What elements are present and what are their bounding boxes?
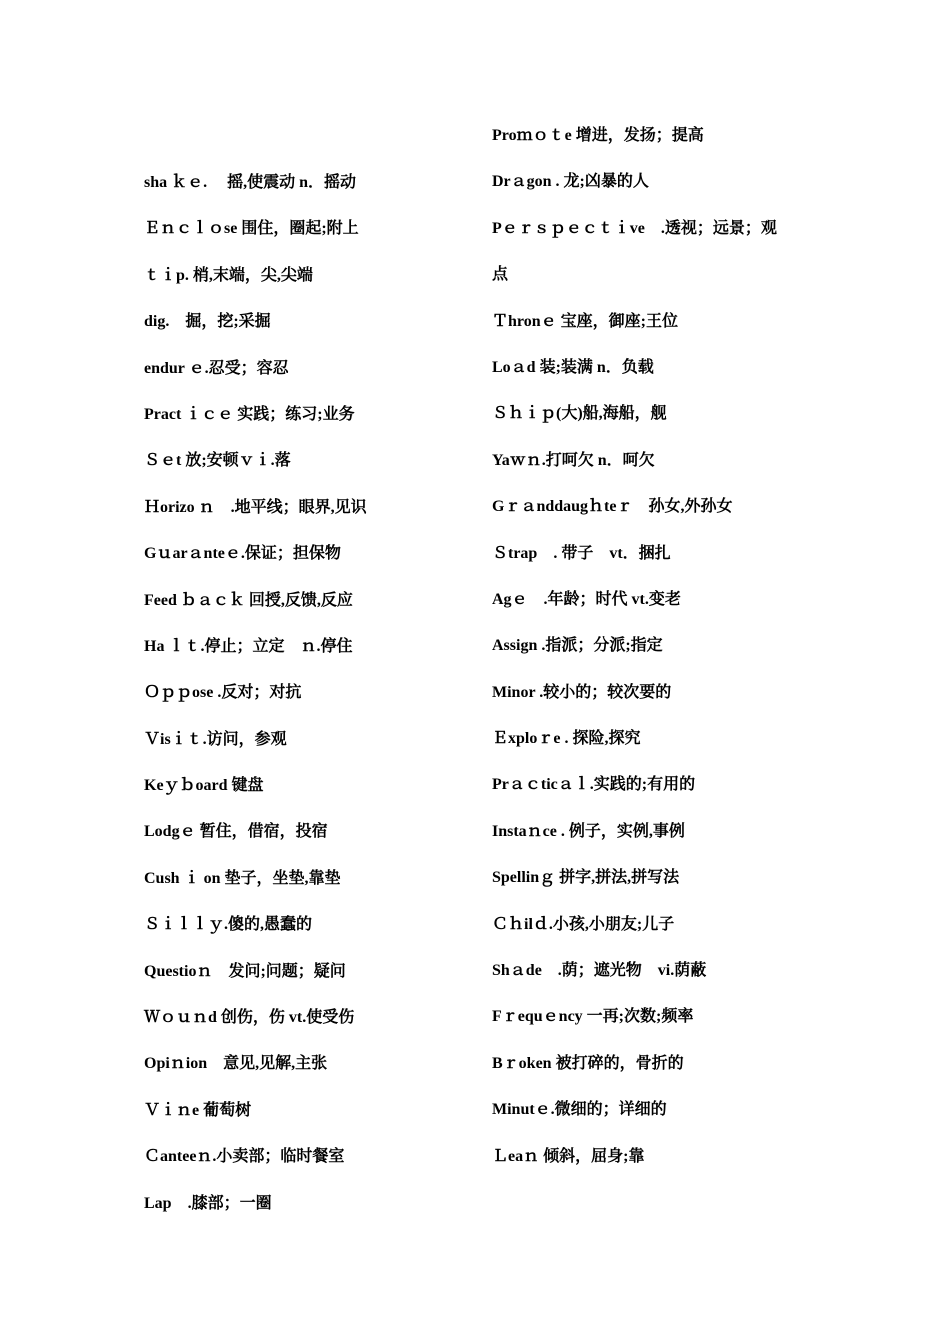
vocab-entry: Lap .膝部；一圈	[144, 1194, 272, 1212]
vocab-entry: Pｅｒｓｐｅｃｔｉve .透视；远景；观	[492, 219, 777, 237]
vocab-entry: Ｖisｉｔ.访问，参观	[144, 730, 287, 748]
vocab-entry: Ｈorizo ｎ .地平线；眼界,见识	[144, 498, 367, 516]
vocab-entry: Ｖｉｎe 葡萄树	[144, 1101, 252, 1119]
vocab-entry: Ha ｌｔ.停止；立定 ｎ.停住	[144, 637, 353, 655]
vocab-entry: Bｒoken 被打碎的，骨折的	[492, 1054, 684, 1072]
vocab-entry: Ｓｈｉｐ(大)船,海船，舰	[492, 405, 667, 423]
vocab-entry: Assign .指派；分派;指定	[492, 637, 663, 655]
vocab-entry: Proｍｏｔe 增进，发扬；提高	[492, 127, 704, 144]
vocab-entry: dig. 掘，挖;采掘	[144, 313, 271, 331]
vocab-entry: Ｃｈilｄ.小孩,小朋友;儿子	[492, 915, 675, 933]
vocab-entry: Keｙｂoard 键盘	[144, 777, 264, 795]
vocab-entry: ｔｉp. 梢,末端，尖,尖端	[144, 266, 313, 284]
vocab-entry: Minutｅ.微细的；详细的	[492, 1101, 667, 1119]
vocab-entry: Prａｃticａｌ.实践的;有用的	[492, 776, 696, 794]
vocab-entry: Drａgon . 龙;凶暴的人	[492, 173, 649, 191]
vocab-entry: Spellinｇ 拼字,拼法,拼写法	[492, 869, 680, 887]
vocab-entry: Ｔhronｅ 宝座，御座;王位	[492, 312, 678, 330]
vocab-entry: Yaｗｎ.打呵欠 n．呵欠	[492, 451, 655, 469]
vocab-entry: Ｓｉｌｌｙ.傻的,愚蠢的	[144, 916, 313, 934]
vocab-entry-continuation: 点	[492, 266, 509, 284]
vocab-entry: Ｃanteeｎ.小卖部；临时餐室	[144, 1148, 345, 1166]
vocab-entry: endur ｅ.忍受；容忍	[144, 359, 289, 377]
vocab-entry: Instaｎce . 例子，实例,事例	[492, 822, 685, 840]
vocab-entry: Loａd 装;装满 n．负载	[492, 358, 654, 376]
vocab-entry: Gｕarａnteｅ.保证；担保物	[144, 545, 341, 563]
vocab-entry: Minor .较小的；较次要的	[492, 683, 672, 701]
vocab-entry: Shａde .荫；遮光物 vi.荫蔽	[492, 962, 707, 980]
vocab-entry: Gｒａnddaugｈteｒ 孙女,外孙女	[492, 498, 733, 516]
vocab-entry: Opiｎion 意见,见解,主张	[144, 1055, 328, 1073]
right-vocabulary-column	[492, 124, 822, 1191]
vocab-entry: Pract ｉｃｅ 实践；练习;业务	[144, 405, 355, 423]
vocab-entry: Ｓtrap . 带子 vt．捆扎	[492, 544, 671, 562]
vocab-entry: Ｅxploｒe . 探险,探究	[492, 730, 641, 748]
vocab-entry: Agｅ .年龄；时代 vt.变老	[492, 590, 681, 608]
vocab-entry: Feed ｂａｃｋ 回授,反馈,反应	[144, 591, 353, 609]
vocab-entry: Cush ｉ on 垫子，坐垫,靠垫	[144, 869, 341, 887]
vocab-entry: Ｅｎｃｌｏse 围住，圈起;附上	[144, 220, 359, 238]
vocab-entry: sha ｋｅ. 摇,使震动 n．摇动	[144, 174, 357, 191]
left-vocabulary-column	[144, 171, 474, 1238]
vocab-entry: Ｌeaｎ 倾斜，屈身;靠	[492, 1147, 645, 1165]
vocab-entry: Ｏｐｐose .反对；对抗	[144, 684, 302, 702]
vocab-entry: Ｓｅt 放;安顿ｖｉ.落	[144, 452, 291, 470]
vocab-entry: Fｒequｅncy 一再;次数;频率	[492, 1008, 694, 1026]
vocab-entry: Lodgｅ 暂住，借宿，投宿	[144, 823, 328, 841]
vocab-entry: Questioｎ 发问;问题；疑问	[144, 962, 346, 980]
vocab-entry: Ｗｏｕｎd 创伤，伤 vt.使受伤	[144, 1009, 355, 1027]
